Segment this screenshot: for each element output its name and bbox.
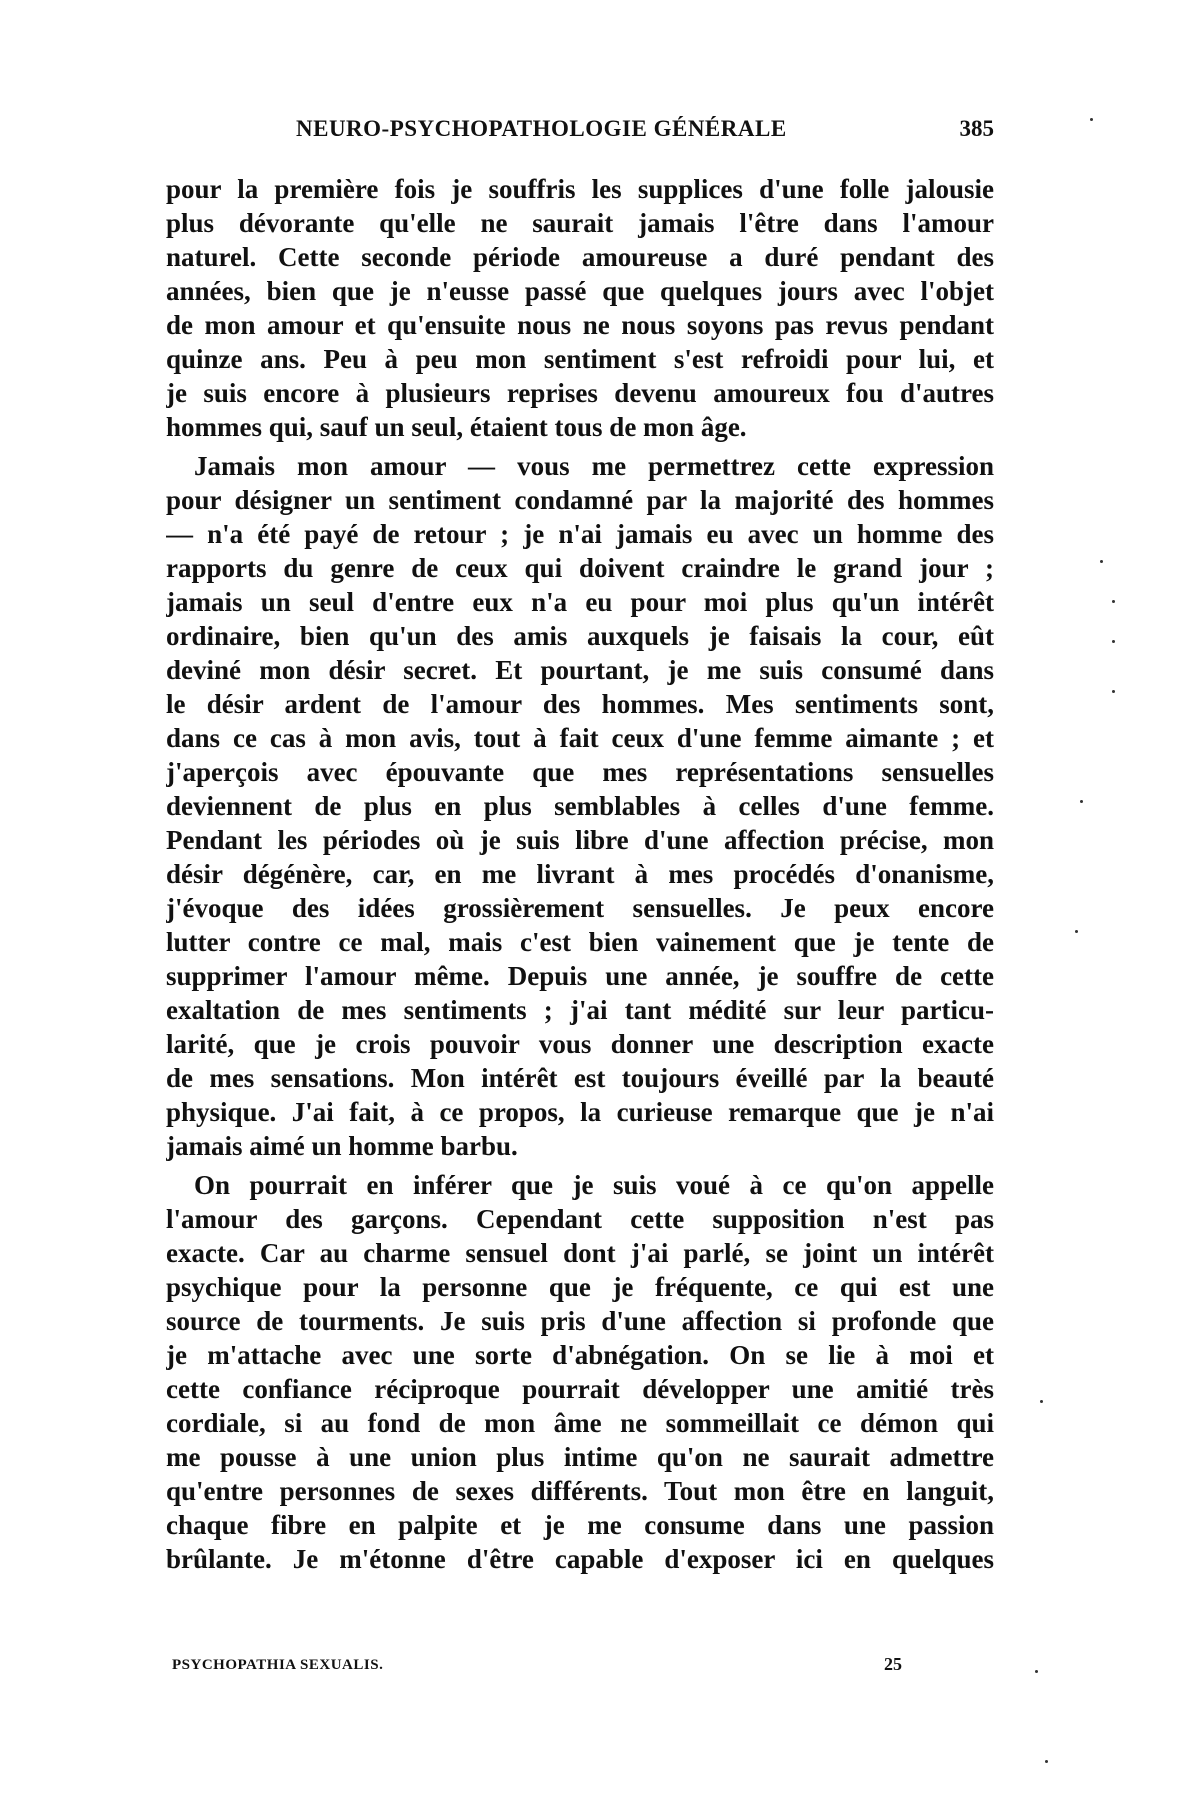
- text-line: de mon amour et qu'ensuite nous ne nous soyons pas revus pendant: [166, 310, 994, 340]
- text-line: physique. J'ai fait, à ce propos, la curieuse remarque que je n'ai: [166, 1097, 994, 1127]
- text-line: cette confiance réciproque pourrait développer une amitié très: [166, 1374, 994, 1404]
- scan-speck: [1075, 930, 1078, 933]
- text-line: cordiale, si au fond de mon âme ne sommeillait ce démon qui: [166, 1408, 994, 1438]
- scan-speck: [1112, 640, 1115, 643]
- page-number: 385: [959, 116, 994, 141]
- text-line: plus dévorante qu'elle ne saurait jamais l'être dans l'amour: [166, 208, 994, 238]
- page-footer: [172, 1656, 912, 1674]
- text-line: rapports du genre de ceux qui doivent craindre le grand jour ;: [166, 553, 994, 583]
- text-line: qu'entre personnes de sexes différents. Tout mon être en languit,: [166, 1476, 994, 1506]
- text-line: lutter contre ce mal, mais c'est bien vainement que je tente de: [166, 927, 994, 957]
- text-line: quinze ans. Peu à peu mon sentiment s'est refroidi pour lui, et: [166, 344, 994, 374]
- footer-book-title: PSYCHOPATHIA SEXUALIS.: [172, 1657, 384, 1673]
- scan-speck: [1112, 690, 1115, 693]
- text-line: hommes qui, sauf un seul, étaient tous de mon âge.: [166, 412, 747, 442]
- text-line: j'évoque des idées grossièrement sensuelles. Je peux encore: [166, 893, 994, 923]
- text-line: désir dégénère, car, en me livrant à mes procédés d'onanisme,: [166, 859, 994, 889]
- text-line: brûlante. Je m'étonne d'être capable d'exposer ici en quelques: [166, 1544, 994, 1574]
- page-body-text: [166, 172, 994, 1581]
- text-line: ordinaire, bien qu'un des amis auxquels je faisais la cour, eût: [166, 621, 994, 651]
- text-line: Pendant les périodes où je suis libre d'une affection précise, mon: [166, 825, 994, 855]
- text-line: Jamais mon amour — vous me permettrez cette expression: [194, 451, 994, 481]
- text-line: le désir ardent de l'amour des hommes. Mes sentiments sont,: [166, 689, 994, 719]
- paragraph: [166, 1168, 994, 1576]
- text-line: source de tourments. Je suis pris d'une affection si profonde que: [166, 1306, 994, 1336]
- text-line: jamais un seul d'entre eux n'a eu pour moi plus qu'un intérêt: [166, 587, 994, 617]
- text-line: chaque fibre en palpite et je me consume dans une passion: [166, 1510, 994, 1540]
- text-line: je suis encore à plusieurs reprises devenu amoureux fou d'autres: [166, 378, 994, 408]
- text-line: psychique pour la personne que je fréquente, ce qui est une: [166, 1272, 994, 1302]
- scan-speck: [1040, 1400, 1043, 1403]
- text-line: pour la première fois je souffris les supplices d'une folle jalousie: [166, 174, 994, 204]
- text-line: j'aperçois avec épouvante que mes représentations sensuelles: [166, 757, 994, 787]
- scan-speck: [1090, 118, 1093, 121]
- text-line: exaltation de mes sentiments ; j'ai tant médité sur leur particu-: [166, 995, 994, 1025]
- text-line: jamais aimé un homme barbu.: [166, 1131, 518, 1161]
- scan-speck: [1112, 600, 1115, 603]
- text-line: je m'attache avec une sorte d'abnégation. On se lie à moi et: [166, 1340, 994, 1370]
- text-line: deviennent de plus en plus semblables à celles d'une femme.: [166, 791, 994, 821]
- text-line: pour désigner un sentiment condamné par la majorité des hommes: [166, 485, 994, 515]
- text-line: de mes sensations. Mon intérêt est toujours éveillé par la beauté: [166, 1063, 994, 1093]
- text-line: supprimer l'amour même. Depuis une année, je souffre de cette: [166, 961, 994, 991]
- text-line: années, bien que je n'eusse passé que quelques jours avec l'objet: [166, 276, 994, 306]
- text-line: naturel. Cette seconde période amoureuse a duré pendant des: [166, 242, 994, 272]
- scan-speck: [1100, 560, 1103, 563]
- signature-mark: 25: [884, 1654, 902, 1674]
- paragraph: [166, 172, 994, 444]
- running-header: [166, 116, 994, 150]
- scan-speck: [1035, 1670, 1038, 1673]
- text-line: larité, que je crois pouvoir vous donner une description exacte: [166, 1029, 994, 1059]
- text-line: On pourrait en inférer que je suis voué à ce qu'on appelle: [194, 1170, 994, 1200]
- paragraph: [166, 449, 994, 1163]
- text-line: deviné mon désir secret. Et pourtant, je me suis consumé dans: [166, 655, 994, 685]
- text-line: dans ce cas à mon avis, tout à fait ceux d'une femme aimante ; et: [166, 723, 994, 753]
- text-line: l'amour des garçons. Cependant cette supposition n'est pas: [166, 1204, 994, 1234]
- text-line: exacte. Car au charme sensuel dont j'ai parlé, se joint un intérêt: [166, 1238, 994, 1268]
- running-title: NEURO-PSYCHOPATHOLOGIE GÉNÉRALE: [296, 116, 787, 141]
- text-line: me pousse à une union plus intime qu'on ne saurait admettre: [166, 1442, 994, 1472]
- scan-speck: [1080, 800, 1083, 803]
- scan-speck: [1045, 1760, 1048, 1763]
- text-line: — n'a été payé de retour ; je n'ai jamais eu avec un homme des: [166, 519, 994, 549]
